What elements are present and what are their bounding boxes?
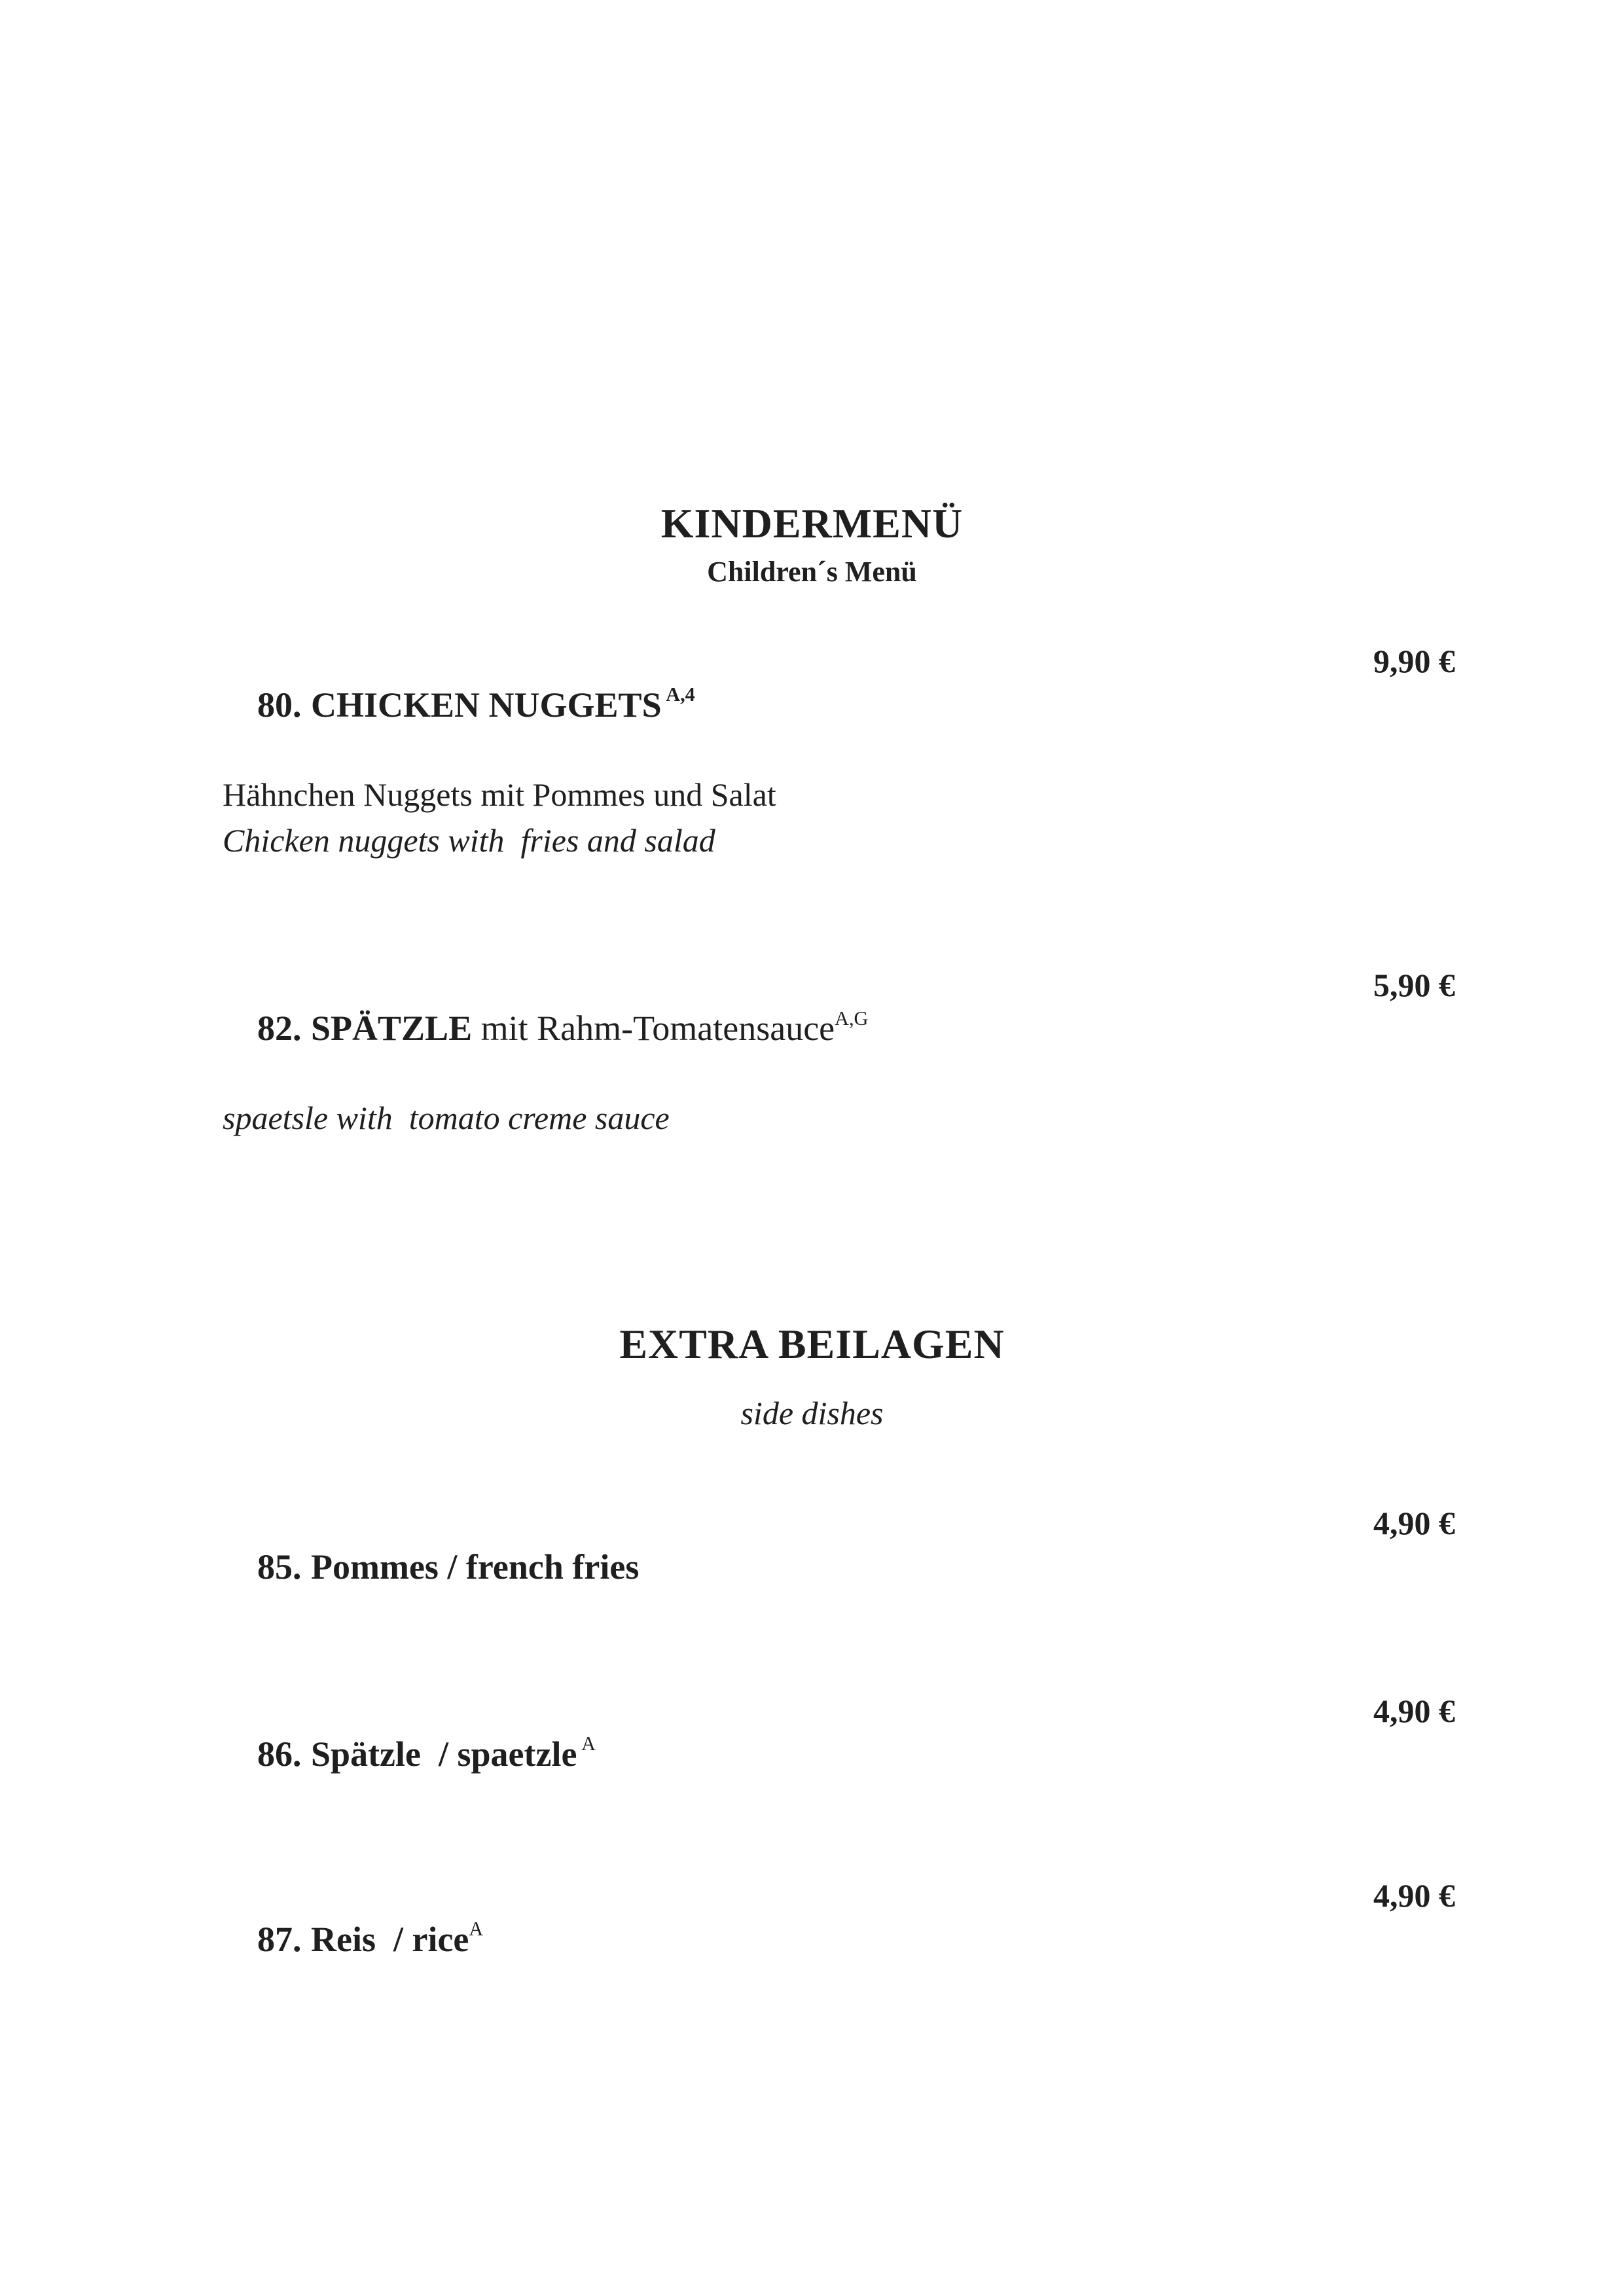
item-price: 4,90 € (1373, 1692, 1455, 1729)
item-title-bold: SPÄTZLE (311, 1009, 473, 1049)
item-price: 4,90 € (1373, 1505, 1455, 1541)
item-title-bold: Reis / rice (311, 1919, 469, 1959)
menu-item-title (169, 639, 695, 772)
section-extra-beilagen (169, 1323, 1455, 2006)
item-description-german: Hähnchen Nuggets mit Pommes und Salat (223, 776, 776, 813)
item-title-regular: mit Rahm-Tomatensauce (472, 1009, 835, 1049)
menu-item-title (169, 1689, 596, 1821)
section-title-kindermenu: KINDERMENÜ (660, 500, 964, 547)
menu-item-title-row (169, 1873, 1455, 2006)
menu-item-85-pommes (169, 1501, 1455, 1634)
item-price: 9,90 € (1373, 643, 1455, 680)
menu-item-86-spaetzle (169, 1689, 1455, 1821)
item-title-bold: Spätzle / spaetzle (311, 1734, 577, 1774)
item-price: 4,90 € (1373, 1877, 1455, 1914)
section-title-extra-beilagen: EXTRA BEILAGEN (619, 1321, 1005, 1367)
menu-item-title-row (169, 1689, 1455, 1821)
menu-item-title (169, 1501, 639, 1634)
menu-item-82-spaetzle (169, 963, 1455, 1141)
menu-item-title-row (169, 639, 1455, 772)
item-title-bold: Pommes / french fries (311, 1547, 640, 1587)
section-kindermenu (169, 500, 1455, 1141)
item-number: 87. (257, 1919, 302, 1959)
menu-item-title (169, 963, 868, 1096)
menu-item-87-reis (169, 1873, 1455, 2006)
allergen-superscript: A (469, 1917, 484, 1940)
menu-item-80-chicken-nuggets (169, 639, 1455, 863)
allergen-superscript: A,4 (666, 683, 695, 706)
menu-item-title-row (169, 963, 1455, 1096)
item-description-english: Chicken nuggets with fries and salad (223, 821, 715, 859)
section-subtitle-side-dishes: side dishes (740, 1395, 884, 1431)
allergen-superscript: A (581, 1732, 596, 1755)
item-price: 5,90 € (1373, 966, 1455, 1003)
item-number: 82. (257, 1009, 302, 1049)
item-number: 86. (257, 1734, 302, 1774)
menu-item-title-row (169, 1501, 1455, 1634)
allergen-superscript: A,G (835, 1007, 869, 1030)
menu-item-title (169, 1873, 483, 2006)
item-number: 85. (257, 1547, 302, 1587)
section-subtitle-childrens-menu: Children´s Menü (707, 556, 917, 588)
item-description-english: spaetsle with tomato creme sauce (223, 1100, 670, 1137)
item-title-bold: CHICKEN NUGGETS (311, 685, 662, 725)
item-number: 80. (257, 685, 302, 725)
